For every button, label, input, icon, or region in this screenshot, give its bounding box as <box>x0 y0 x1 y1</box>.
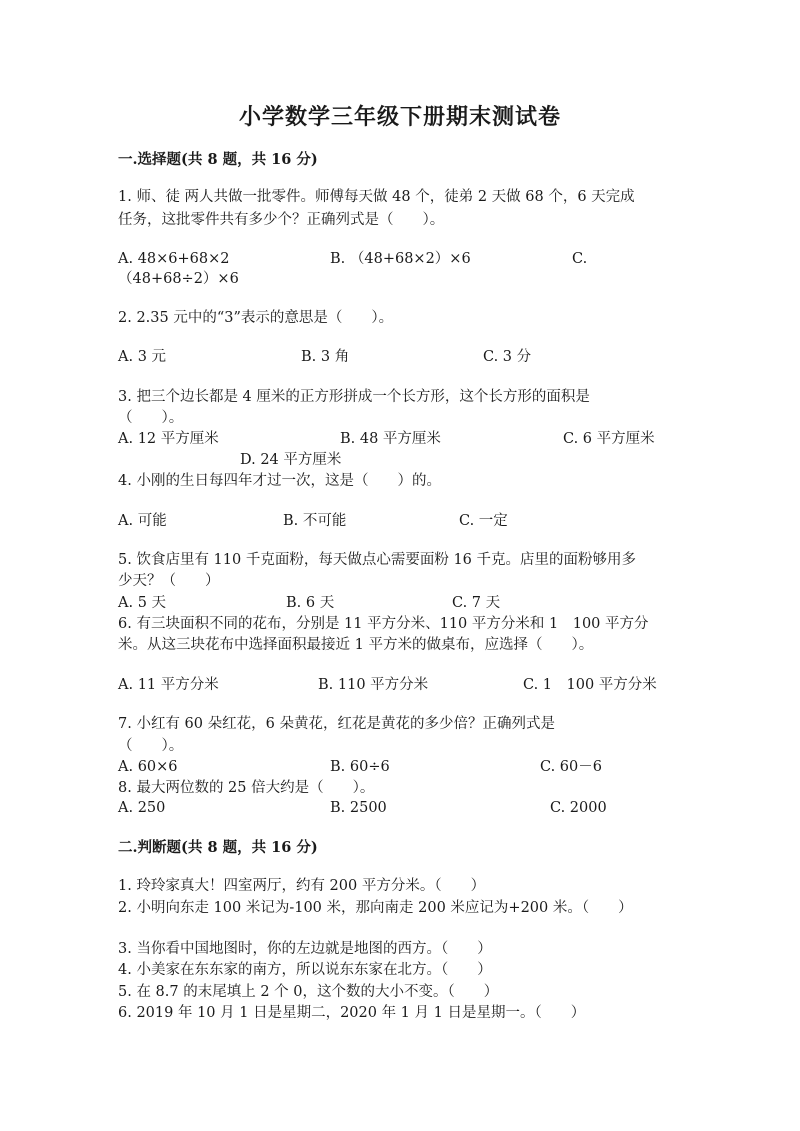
question-text: 2. 2.35 元中的“3”表示的意思是（ ）。 <box>118 310 394 326</box>
judgment-item: 6. 2019 年 10 月 1 日是星期二，2020 年 1 月 1 日是星期一。（ ） <box>118 1005 586 1021</box>
option: A. 3 元 <box>118 349 167 365</box>
option: B. 不可能 <box>283 513 347 529</box>
option: A. 60×6 <box>118 759 178 775</box>
judgment-item: 1. 玲玲家真大！四室两厅，约有 200 平方分米。（ ） <box>118 878 486 894</box>
option: C. 60－6 <box>540 759 602 775</box>
option: C. <box>572 251 588 267</box>
option: B. 6 天 <box>286 595 335 611</box>
question-text: 5. 饮食店里有 110 千克面粉，每天做点心需要面粉 16 千克。店里的面粉够用多 <box>118 552 637 568</box>
option: C. 3 分 <box>483 349 532 365</box>
option: B. 3 角 <box>301 349 350 365</box>
question-text: 4. 小刚的生日每四年才过一次，这是（ ）的。 <box>118 473 441 489</box>
option: B. （48+68×2）×6 <box>330 251 471 267</box>
option: A. 48×6+68×2 <box>118 251 230 267</box>
question-text: 3. 把三个边长都是 4 厘米的正方形拼成一个长方形，这个长方形的面积是 <box>118 389 590 405</box>
option: A. 250 <box>118 800 166 816</box>
question-text: （ ）。 <box>118 410 184 426</box>
option: C. 2000 <box>550 800 607 816</box>
judgment-item: 5. 在 8.7 的末尾填上 2 个 0，这个数的大小不变。（ ） <box>118 984 499 1000</box>
question-text: （ ）。 <box>118 738 184 754</box>
option: C. 一定 <box>459 513 508 529</box>
option: A. 可能 <box>118 513 167 529</box>
question-text: 任务，这批零件共有多少个？正确列式是（ ）。 <box>118 212 445 228</box>
page-title: 小学数学三年级下册期末测试卷 <box>238 104 561 130</box>
option: A. 12 平方厘米 <box>118 431 219 447</box>
question-text: 1. 师、徒 两人共做一批零件。师傅每天做 48 个，徒弟 2 天做 68 个，6 天完成 <box>118 189 635 205</box>
question-text: 8. 最大两位数的 25 倍大约是（ ）。 <box>118 780 375 796</box>
question-text: 6. 有三块面积不同的花布，分别是 11 平方分米、110 平方分米和 1 100 平方分 <box>118 616 649 632</box>
option: A. 5 天 <box>118 595 167 611</box>
question-text: 少天？（ ） <box>118 573 220 589</box>
option: B. 2500 <box>330 800 387 816</box>
option: B. 48 平方厘米 <box>340 431 441 447</box>
question-text: 7. 小红有 60 朵红花，6 朵黄花，红花是黄花的多少倍？正确列式是 <box>118 716 555 732</box>
option: C. 6 平方厘米 <box>563 431 655 447</box>
option: C. 1 100 平方分米 <box>523 677 657 693</box>
option: B. 110 平方分米 <box>318 677 429 693</box>
option: A. 11 平方分米 <box>118 677 219 693</box>
judgment-item: 2. 小明向东走 100 米记为-100 米，那向南走 200 米应记为+200 米。（ ） <box>118 900 633 916</box>
judgment-item: 3. 当你看中国地图时，你的左边就是地图的西方。（ ） <box>118 941 492 957</box>
question-text: 米。从这三块花布中选择面积最接近 1 平方米的做桌布，应选择（ ）。 <box>118 637 594 653</box>
option: C. 7 天 <box>452 595 501 611</box>
option: （48+68÷2）×6 <box>118 271 239 287</box>
option: D. 24 平方厘米 <box>240 452 342 468</box>
option: B. 60÷6 <box>330 759 390 775</box>
section-heading: 二.判断题(共 8 题，共 16 分) <box>118 839 318 856</box>
judgment-item: 4. 小美家在东东家的南方，所以说东东家在北方。（ ） <box>118 962 492 978</box>
section-heading: 一.选择题(共 8 题，共 16 分) <box>118 151 318 168</box>
